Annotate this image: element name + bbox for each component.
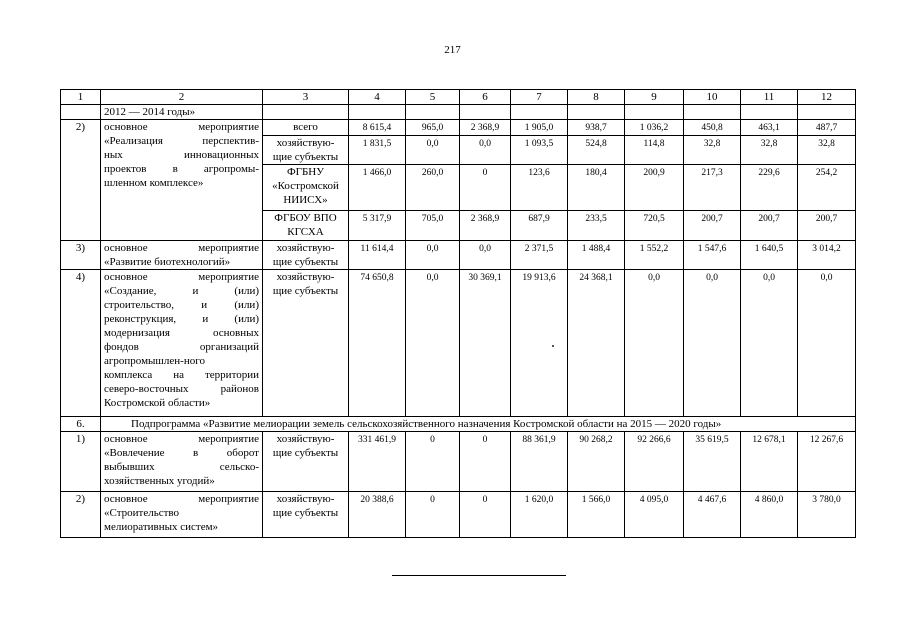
value-cell: 1 036,2 <box>625 120 684 136</box>
value-cell: 1 552,2 <box>625 241 684 270</box>
table-row <box>61 241 856 270</box>
value-cell: 0 <box>406 492 460 538</box>
executor-cell: хозяйствую- щие субъекты <box>263 432 349 492</box>
value-cell: 1 831,5 <box>349 136 406 165</box>
budget-table <box>60 89 856 538</box>
value-cell: 200,7 <box>684 211 741 241</box>
value-cell: 4 860,0 <box>741 492 798 538</box>
value-cell: 0,0 <box>406 270 460 417</box>
row-index: 2) <box>61 120 101 241</box>
executor-cell: хозяйствую- щие субъекты <box>263 492 349 538</box>
value-cell: 965,0 <box>406 120 460 136</box>
row-index: 2) <box>61 492 101 538</box>
value-cell: 74 650,8 <box>349 270 406 417</box>
value-cell: 200,7 <box>741 211 798 241</box>
value-cell: 524,8 <box>568 136 625 165</box>
value-cell: 0 <box>460 492 511 538</box>
value-cell: 8 615,4 <box>349 120 406 136</box>
header-cell: 3 <box>263 90 349 105</box>
header-cell: 4 <box>349 90 406 105</box>
value-cell: 1 566,0 <box>568 492 625 538</box>
value-cell: 19 913,6 <box>511 270 568 417</box>
value-cell: 0,0 <box>406 136 460 165</box>
value-cell: 1 488,4 <box>568 241 625 270</box>
value-cell: 331 461,9 <box>349 432 406 492</box>
header-cell: 10 <box>684 90 741 105</box>
measure-description: основное мероприятие «Строительство мелиоративных систем» <box>101 492 263 538</box>
continuation-row <box>61 105 856 120</box>
value-cell: 32,8 <box>798 136 856 165</box>
subprogram-index: 6. <box>61 417 101 432</box>
subprogram-title: Подпрограмма «Развитие мелиорации земель сельскохозяйственного назначения Костромской области на 2015 — 2020 годы» <box>101 417 856 432</box>
value-cell: 0,0 <box>798 270 856 417</box>
value-cell: 705,0 <box>406 211 460 241</box>
value-cell: 1 640,5 <box>741 241 798 270</box>
value-cell: 1 093,5 <box>511 136 568 165</box>
value-cell: 32,8 <box>684 136 741 165</box>
value-cell: 260,0 <box>406 165 460 211</box>
value-cell: 35 619,5 <box>684 432 741 492</box>
value-cell: 24 368,1 <box>568 270 625 417</box>
measure-description: основное мероприятие «Вовлечение в оборот выбывших сельско- хозяйственных угодий» <box>101 432 263 492</box>
value-cell: 233,5 <box>568 211 625 241</box>
header-cell: 1 <box>61 90 101 105</box>
header-cell: 7 <box>511 90 568 105</box>
header-cell: 8 <box>568 90 625 105</box>
value-cell: 0 <box>406 432 460 492</box>
value-cell: 487,7 <box>798 120 856 136</box>
value-cell: 11 614,4 <box>349 241 406 270</box>
value-cell: 3 014,2 <box>798 241 856 270</box>
executor-cell: ФГБНУ «Костромской НИИСХ» <box>263 165 349 211</box>
value-cell: 92 266,6 <box>625 432 684 492</box>
value-cell: 0,0 <box>684 270 741 417</box>
measure-description: основное мероприятие «Создание, и (или) строительство, и (или) реконструкция, и (или) модернизация основных фондов организаций агропромышлен-ного комплекса на территории северо-восточных районов Костромской области» <box>101 270 263 417</box>
executor-cell: хозяйствую- щие субъекты <box>263 136 349 165</box>
value-cell: 0,0 <box>460 136 511 165</box>
row-index: 3) <box>61 241 101 270</box>
header-cell: 11 <box>741 90 798 105</box>
value-cell: 0,0 <box>460 241 511 270</box>
table-row <box>61 492 856 538</box>
value-cell: 1 466,0 <box>349 165 406 211</box>
value-cell: 0,0 <box>741 270 798 417</box>
value-cell: 200,7 <box>798 211 856 241</box>
value-cell: 30 369,1 <box>460 270 511 417</box>
value-cell: 4 467,6 <box>684 492 741 538</box>
measure-description: основное мероприятие «Развитие биотехнологий» <box>101 241 263 270</box>
header-cell: 2 <box>101 90 263 105</box>
executor-cell: ФГБОУ ВПО КГСХА <box>263 211 349 241</box>
value-cell: 720,5 <box>625 211 684 241</box>
value-cell: 12 678,1 <box>741 432 798 492</box>
value-cell: 20 388,6 <box>349 492 406 538</box>
value-cell: 1 620,0 <box>511 492 568 538</box>
value-cell: 217,3 <box>684 165 741 211</box>
value-cell: 5 317,9 <box>349 211 406 241</box>
header-cell: 12 <box>798 90 856 105</box>
measure-description: основное мероприятие «Реализация перспектив- ных инновационных проектов в агропромы- шленном комплексе» <box>101 120 263 241</box>
continuation-text: 2012 — 2014 годы» <box>101 105 263 120</box>
value-cell: 2 368,9 <box>460 120 511 136</box>
page-number: 217 <box>444 44 461 56</box>
value-cell: 938,7 <box>568 120 625 136</box>
table-row <box>61 120 856 136</box>
row-index: 1) <box>61 432 101 492</box>
value-cell: 0,0 <box>625 270 684 417</box>
value-cell: 229,6 <box>741 165 798 211</box>
executor-cell: всего <box>263 120 349 136</box>
value-cell: 0 <box>460 165 511 211</box>
scan-speck <box>552 345 554 347</box>
executor-cell: хозяйствую- щие субъекты <box>263 270 349 417</box>
value-cell: 687,9 <box>511 211 568 241</box>
value-cell: 463,1 <box>741 120 798 136</box>
value-cell: 180,4 <box>568 165 625 211</box>
header-cell: 9 <box>625 90 684 105</box>
value-cell: 3 780,0 <box>798 492 856 538</box>
value-cell: 12 267,6 <box>798 432 856 492</box>
table-row <box>61 270 856 417</box>
value-cell: 200,9 <box>625 165 684 211</box>
value-cell: 1 547,6 <box>684 241 741 270</box>
row-index: 4) <box>61 270 101 417</box>
header-row <box>61 90 856 105</box>
value-cell: 32,8 <box>741 136 798 165</box>
value-cell: 450,8 <box>684 120 741 136</box>
value-cell: 2 368,9 <box>460 211 511 241</box>
header-cell: 6 <box>460 90 511 105</box>
value-cell: 4 095,0 <box>625 492 684 538</box>
header-cell: 5 <box>406 90 460 105</box>
value-cell: 123,6 <box>511 165 568 211</box>
value-cell: 254,2 <box>798 165 856 211</box>
value-cell: 0 <box>460 432 511 492</box>
value-cell: 88 361,9 <box>511 432 568 492</box>
value-cell: 90 268,2 <box>568 432 625 492</box>
value-cell: 1 905,0 <box>511 120 568 136</box>
value-cell: 0,0 <box>406 241 460 270</box>
value-cell: 114,8 <box>625 136 684 165</box>
footnote-separator <box>392 575 566 576</box>
table-row <box>61 432 856 492</box>
subprogram-row <box>61 417 856 432</box>
value-cell: 2 371,5 <box>511 241 568 270</box>
executor-cell: хозяйствую- щие субъекты <box>263 241 349 270</box>
